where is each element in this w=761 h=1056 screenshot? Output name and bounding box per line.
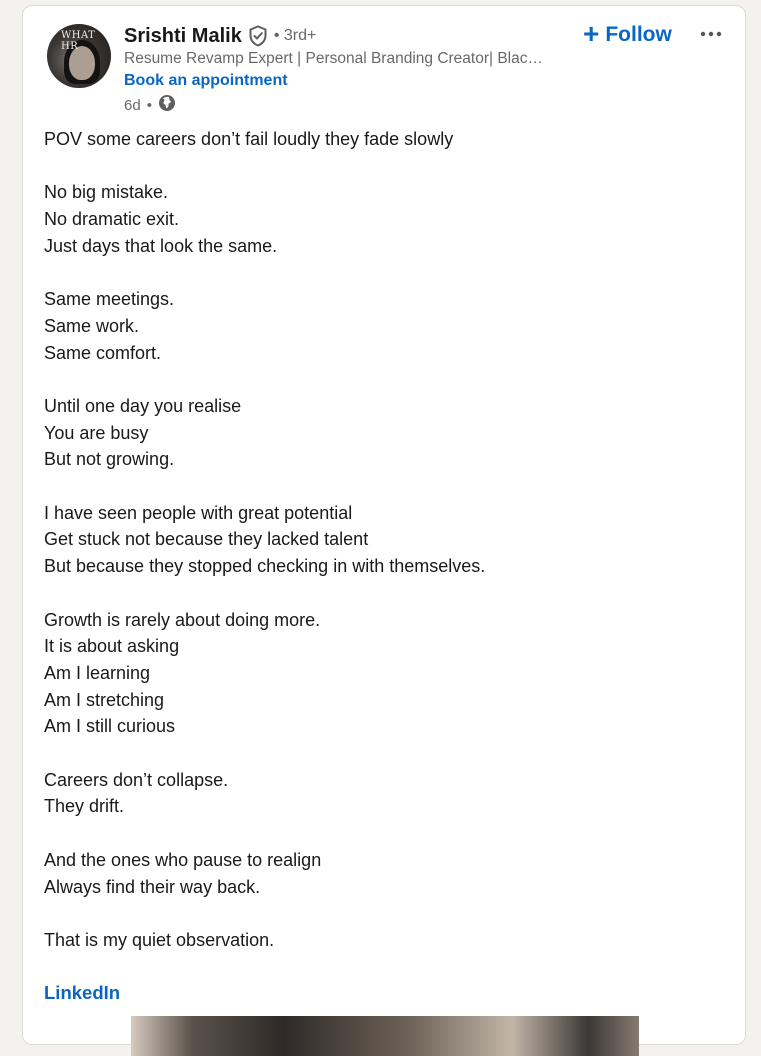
paragraph-gap	[44, 740, 704, 767]
paragraph-gap	[44, 366, 704, 393]
post-line: No dramatic exit.	[44, 209, 180, 230]
post-line: And the ones who pause to realign	[44, 849, 322, 870]
post-line: It is about asking	[44, 636, 180, 657]
post-line: Same work.	[44, 315, 140, 336]
post-image[interactable]	[131, 1016, 639, 1056]
post-line: POV some careers don’t fail loudly they fade slowly	[44, 129, 454, 149]
post-paragraph	[44, 927, 704, 954]
post-line: But because they stopped checking in with themselves.	[44, 556, 486, 577]
book-appointment-link[interactable]: Book an appointment	[124, 72, 288, 89]
post-paragraph	[44, 393, 704, 473]
post-paragraph	[44, 767, 704, 820]
post-age: 6d	[124, 96, 141, 114]
post-paragraph	[44, 847, 704, 900]
post-line: That is my quiet observation.	[44, 929, 275, 950]
post-paragraph	[44, 500, 704, 580]
author-headline: Resume Revamp Expert | Personal Branding Creator| Blac…	[124, 50, 543, 67]
post-body	[44, 126, 704, 954]
paragraph-gap	[44, 580, 704, 607]
more-horizontal-icon[interactable]	[696, 20, 726, 48]
post-line: You are busy	[44, 422, 149, 443]
author-name[interactable]: Srishti Malik	[124, 24, 242, 47]
paragraph-gap	[44, 153, 704, 180]
paragraph-gap	[44, 900, 704, 927]
post-line: Am I still curious	[44, 716, 176, 737]
post-line: Growth is rarely about doing more.	[44, 609, 321, 630]
post-line: I have seen people with great potential	[44, 502, 353, 523]
post-line: No big mistake.	[44, 182, 169, 203]
hashtag-link[interactable]: LinkedIn	[44, 982, 121, 1003]
avatar-logo: WHAT HR	[61, 30, 96, 52]
globe-icon	[158, 94, 176, 116]
post-card	[22, 5, 746, 1045]
post-line: Always find their way back.	[44, 876, 261, 897]
follow-button[interactable]	[579, 20, 676, 50]
verified-shield-icon	[248, 25, 268, 47]
post-line: Careers don’t collapse.	[44, 769, 229, 790]
post-meta	[124, 95, 176, 115]
post-line: Same comfort.	[44, 342, 162, 363]
post-line: They drift.	[44, 796, 125, 817]
post-line: Get stuck not because they lacked talent	[44, 529, 369, 550]
post-line: But not growing.	[44, 449, 175, 470]
post-line: Am I learning	[44, 662, 151, 683]
paragraph-gap	[44, 820, 704, 847]
connection-degree: • 3rd+	[273, 27, 317, 44]
post-paragraph	[44, 286, 704, 366]
paragraph-gap	[44, 260, 704, 287]
plus-icon: +	[583, 18, 600, 49]
author-avatar[interactable]	[47, 24, 111, 88]
post-line: Just days that look the same.	[44, 235, 278, 256]
follow-label: Follow	[605, 23, 672, 46]
post-paragraph	[44, 126, 704, 153]
author-name-row	[124, 23, 316, 49]
post-line: Same meetings.	[44, 289, 175, 310]
post-paragraph	[44, 179, 704, 259]
post-line: Until one day you realise	[44, 395, 242, 416]
meta-separator: •	[146, 96, 152, 114]
post-line: Am I stretching	[44, 689, 165, 710]
paragraph-gap	[44, 473, 704, 500]
post-paragraph	[44, 607, 704, 741]
